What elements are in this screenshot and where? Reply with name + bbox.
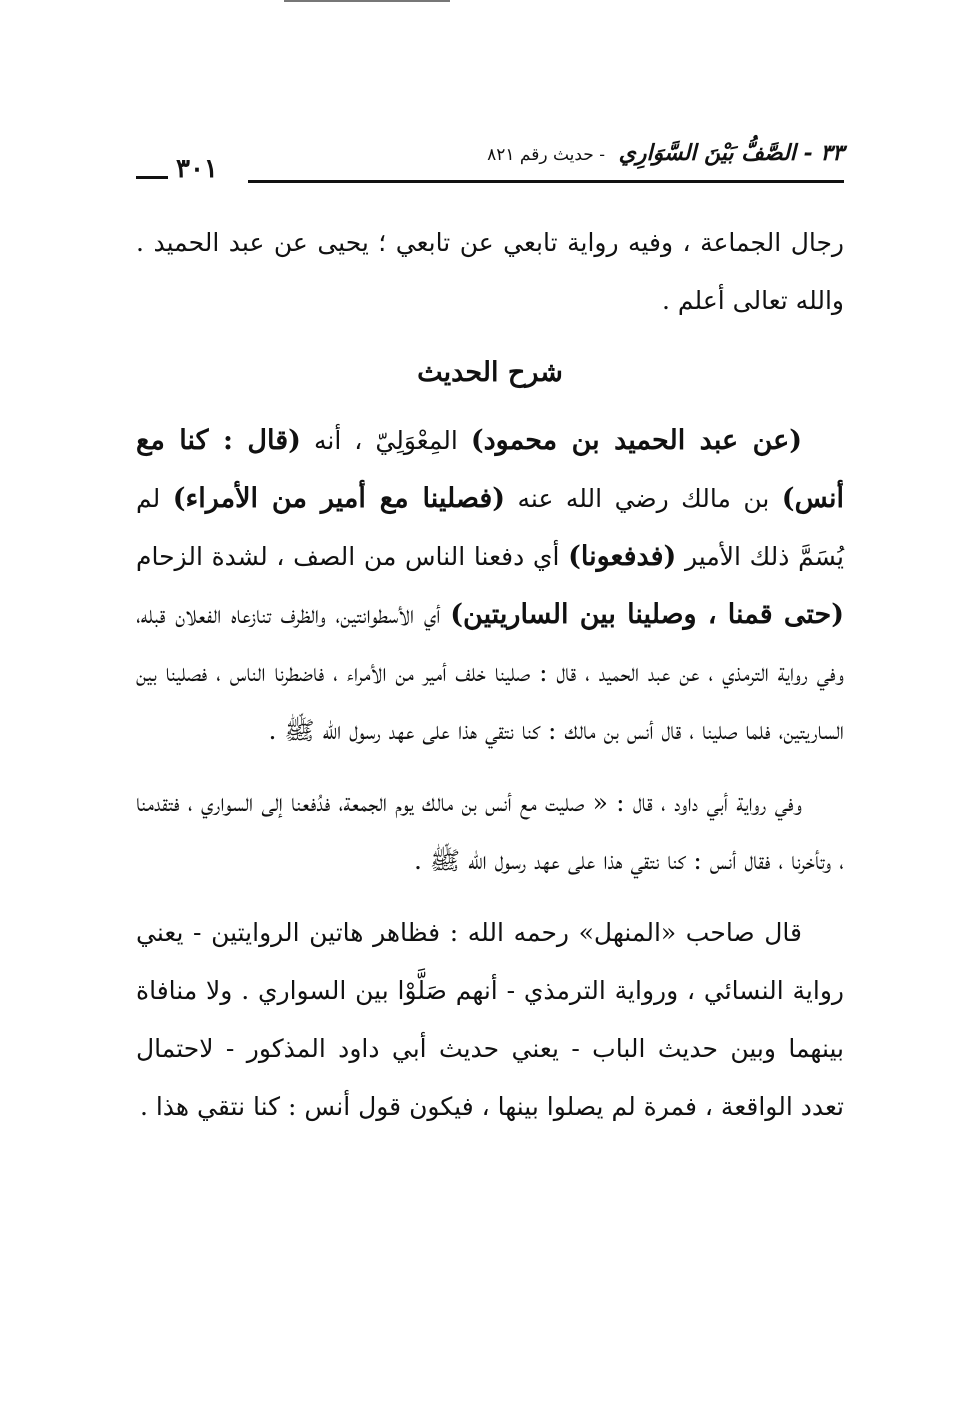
quote-prayed: (فصلينا مع أمير من الأمراء) [172, 483, 506, 514]
chapter-title: ٣٣ - الصَّفُّ بَيْنَ السَّوَارِي [618, 140, 844, 166]
text-segment: لم يُسَمَّ ذلك الأمير [136, 484, 844, 571]
page-number-dash [136, 176, 168, 179]
top-decorative-rule [284, 0, 450, 2]
quote-pushed: (فدفعونا) [568, 541, 677, 572]
running-title [487, 140, 844, 166]
paragraph-intro: رجال الجماعة ، وفيه رواية تابعي عن تابعي ؛ يحيى عن عبد الحميد . والله تعالى أعلم . [136, 228, 844, 315]
text-segment: المِعْوَلِيّ ، أنه [300, 426, 471, 455]
page-header [136, 140, 844, 190]
text-segment: أي دفعنا الناس من الصف ، لشدة الزحام [136, 542, 569, 571]
header-rule [248, 180, 844, 183]
text-segment: أي الأسطوانتين، والظرف تنازعاه الفعلان قبله، وفي رواية الترمذي ، عن عبد الحميد ، قال : صلينا خلف أمير من الأمراء ، فاضطرنا الناس ، فصلينا بين الساريتين، فلما صلينا ، قال أنس بن مالك : كنا نتقي هذا على عهد رسول الله ﷺ . [136, 600, 844, 745]
paragraph-commentary [136, 412, 844, 760]
quote-qala: (قال : كنا مع أنس) [136, 425, 845, 514]
page-number: ٣٠١ [176, 154, 218, 184]
paragraph-gap [136, 890, 844, 904]
text-segment: بن مالك رضي الله عنه [505, 484, 782, 513]
hadith-reference: - حديث رقم ٨٢١ [487, 145, 605, 165]
quote-pillars: (حتى قمنا ، وصلينا بين الساريتين) [450, 599, 844, 630]
paragraph-manhal: قال صاحب «المنهل» رحمه الله : فظاهر هاتين الروايتين - يعني رواية النسائي ، ورواية الترمذي - أنهم صَلَّوْا بين السواري . ولا منافاة بينهما وبين حديث الباب - يعني حديث أبي داود المذكور - لاحتمال تعدد الواقعة ، فمرة لم يصلوا بينها ، فيكون قول أنس : كنا نتقي هذا . [136, 918, 844, 1121]
paragraph-gap [136, 760, 844, 774]
section-heading: شرح الحديث [417, 357, 563, 388]
body-text [136, 214, 844, 1136]
paragraph-abu-dawud: وفي رواية أبي داود ، قال : « صليت مع أنس بن مالك يوم الجمعة، فدُفعنا إلى السواري ، فتقدمنا ، وتأخرنا ، فقال أنس : كنا نتقي هذا على عهد رسول الله ﷺ . [136, 788, 844, 875]
quote-narrator: (عن عبد الحميد بن محمود) [470, 425, 803, 456]
